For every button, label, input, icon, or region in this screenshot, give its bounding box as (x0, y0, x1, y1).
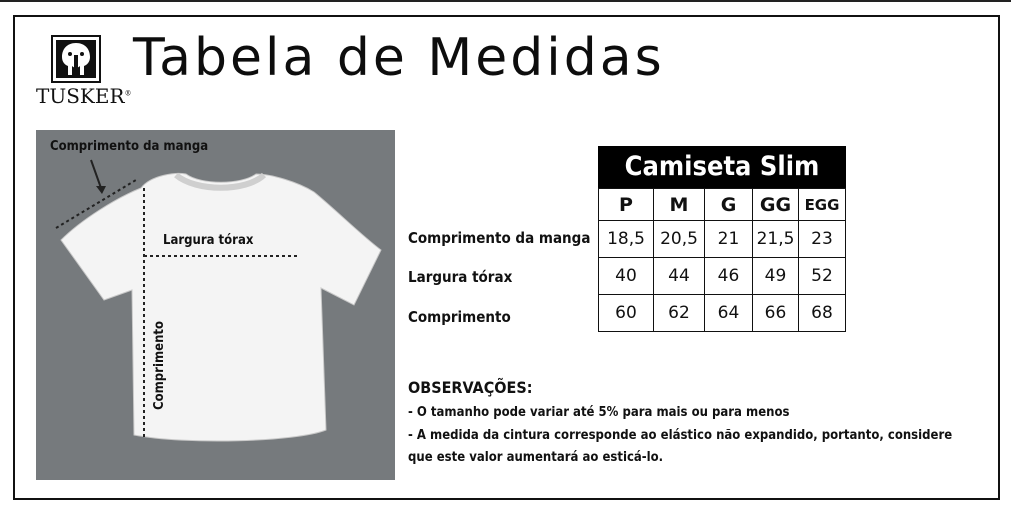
tusker-logo (34, 30, 132, 110)
table-cell: 44 (654, 258, 705, 295)
size-header-cell: G (705, 189, 753, 221)
note-line: que este valor aumentará ao esticá-lo. (408, 450, 664, 465)
table-cell: 68 (799, 295, 846, 332)
table-cell: 46 (705, 258, 753, 295)
note-line: - O tamanho pode variar até 5% para mais ou para menos (408, 405, 790, 420)
elephant-emblem-icon (51, 35, 101, 83)
top-rule (0, 0, 1011, 2)
table-cell: 21 (705, 221, 753, 258)
tshirt-diagram (36, 130, 395, 480)
tshirt-drawing (36, 130, 395, 480)
table-cell: 52 (799, 258, 846, 295)
page-title: Tabela de Medidas (133, 28, 665, 88)
brand-name: TUSKER® (36, 84, 132, 108)
row-label-chest: Largura tórax (408, 268, 513, 286)
table-cell: 66 (753, 295, 799, 332)
table-title: Camiseta Slim (598, 146, 846, 188)
row-label-length: Comprimento (408, 308, 511, 326)
table-cell: 49 (753, 258, 799, 295)
table-cell: 60 (599, 295, 654, 332)
table-cell: 23 (799, 221, 846, 258)
chest-width-label: Largura tórax (163, 233, 254, 248)
size-header-cell: P (599, 189, 654, 221)
size-header-cell: GG (753, 189, 799, 221)
table-cell: 18,5 (599, 221, 654, 258)
sleeve-length-label: Comprimento da manga (50, 139, 209, 154)
table-row (599, 221, 846, 258)
table-cell: 21,5 (753, 221, 799, 258)
length-label: Comprimento (152, 320, 167, 410)
row-label-sleeve: Comprimento da manga (408, 229, 591, 247)
note-line: - A medida da cintura corresponde ao elástico não expandido, portanto, considere (408, 428, 953, 443)
size-header-cell: EGG (799, 189, 846, 221)
size-header-cell: M (654, 189, 705, 221)
table-cell: 62 (654, 295, 705, 332)
notes-title: OBSERVAÇÕES: (408, 378, 533, 397)
table-cell: 64 (705, 295, 753, 332)
table-row (599, 295, 846, 332)
table-cell: 20,5 (654, 221, 705, 258)
table-cell: 40 (599, 258, 654, 295)
table-row (599, 258, 846, 295)
size-header-row (599, 189, 846, 221)
size-table (598, 188, 846, 332)
